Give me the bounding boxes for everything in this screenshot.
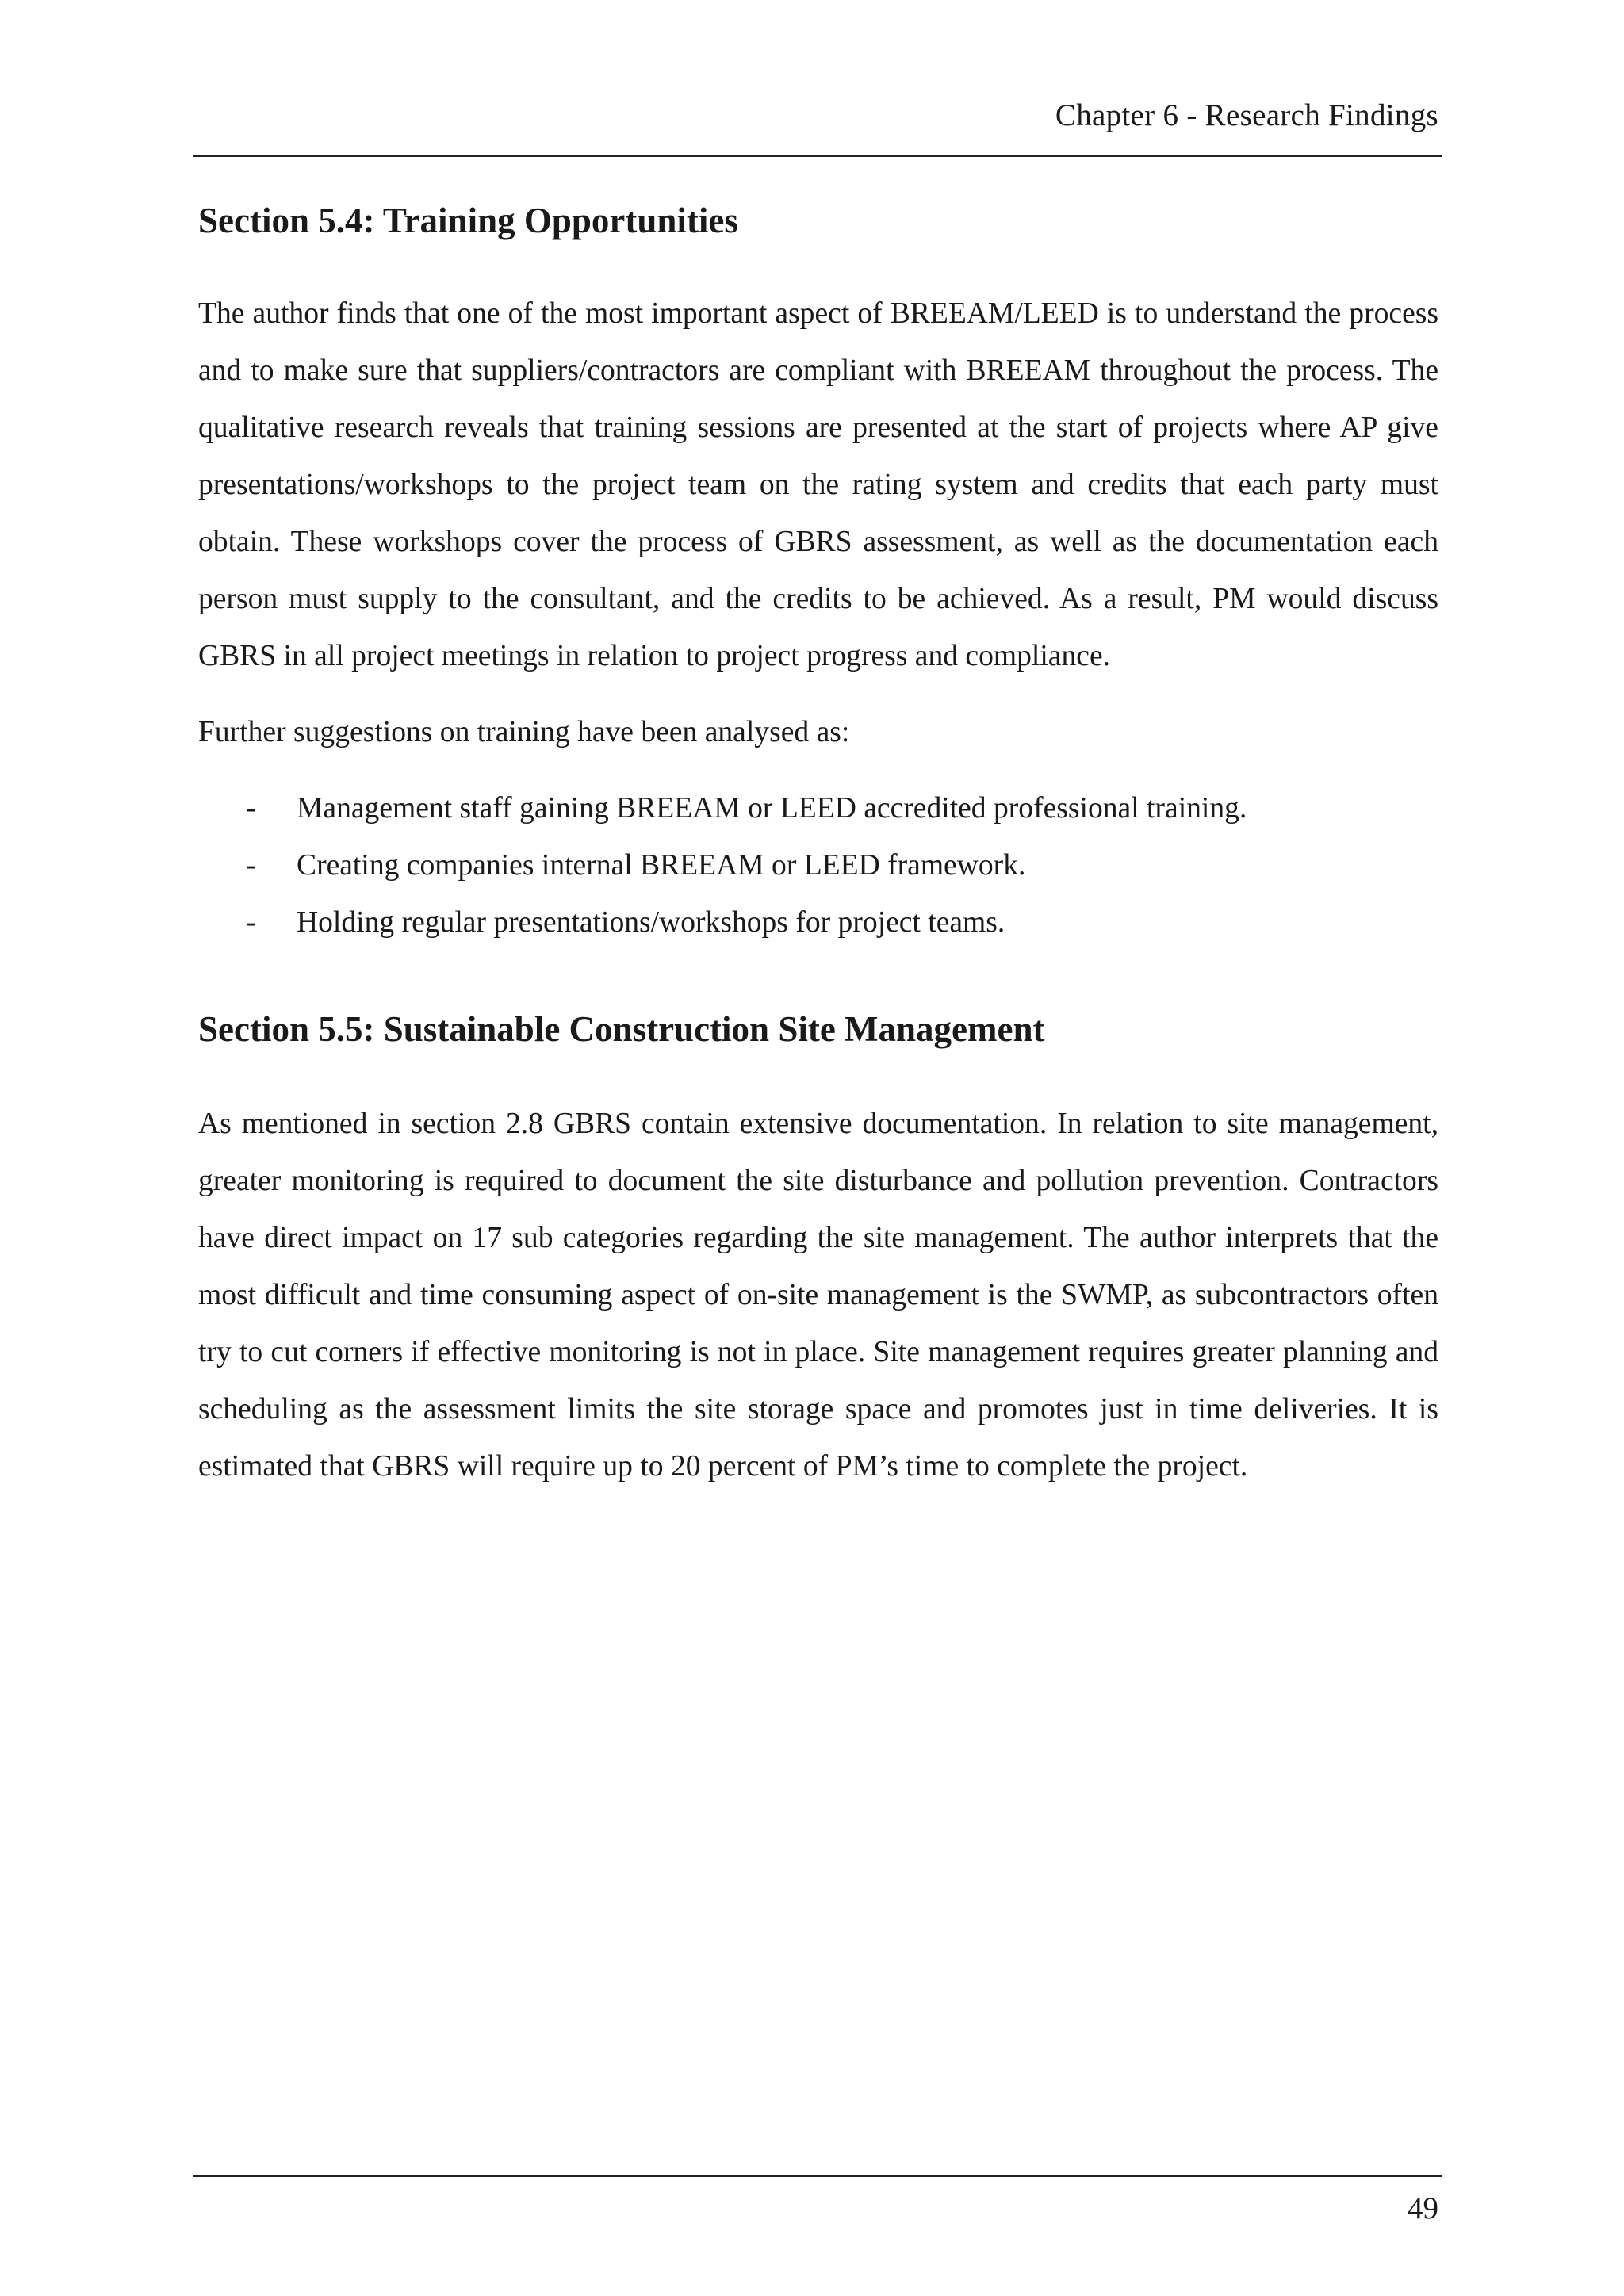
list-item-text: Management staff gaining BREEAM or LEED accredited professional training.: [297, 792, 1247, 825]
bullet-marker: -: [246, 906, 256, 939]
bullet-marker: -: [246, 849, 256, 882]
page-header: [193, 87, 1442, 157]
training-suggestions-list: [198, 780, 1438, 951]
chapter-title: Chapter 6 - Research Findings: [1055, 98, 1438, 132]
list-item: [198, 780, 1438, 837]
bullet-marker: -: [246, 792, 256, 825]
page-number: 49: [1408, 2191, 1438, 2225]
list-item-text: Creating companies internal BREEAM or LEED framework.: [297, 849, 1026, 882]
paragraph: The author finds that one of the most important aspect of BREEAM/LEED is to understand the process and to make sure that suppliers/contractors are compliant with BREEAM throughout the process. The qualitative research reveals that training sessions are presented at the start of projects where AP give presentations/workshops to the project team on the rating system and credits that each party must obtain. These workshops cover the process of GBRS assessment, as well as the documentation each person must supply to the consultant, and the credits to be achieved. As a result, PM would discuss GBRS in all project meetings in relation to project progress and compliance.: [198, 297, 1438, 672]
list-item-text: Holding regular presentations/workshops for project teams.: [297, 906, 1005, 939]
section-heading-training-opportunities: Section 5.4: Training Opportunities: [198, 201, 738, 240]
list-item: [198, 894, 1438, 951]
paragraph: As mentioned in section 2.8 GBRS contain extensive documentation. In relation to site management, greater monitoring is required to document the site disturbance and pollution prevention. Contractors have direct impact on 17 sub categories regarding the site management. The author interprets that the most difficult and time consuming aspect of on-site management is the SWMP, as subcontractors often try to cut corners if effective monitoring is not in place. Site management requires greater planning and scheduling as the assessment limits the site storage space and promotes just in time deliveries. It is estimated that GBRS will require up to 20 percent of PM’s time to complete the project.: [198, 1108, 1438, 1483]
paragraph: Further suggestions on training have been analysed as:: [198, 716, 850, 748]
section-heading-site-management: Section 5.5: Sustainable Construction Site Management: [198, 1009, 1045, 1049]
list-item: [198, 837, 1438, 894]
page-content: [198, 187, 1438, 1495]
page-footer: [193, 2175, 1442, 2225]
